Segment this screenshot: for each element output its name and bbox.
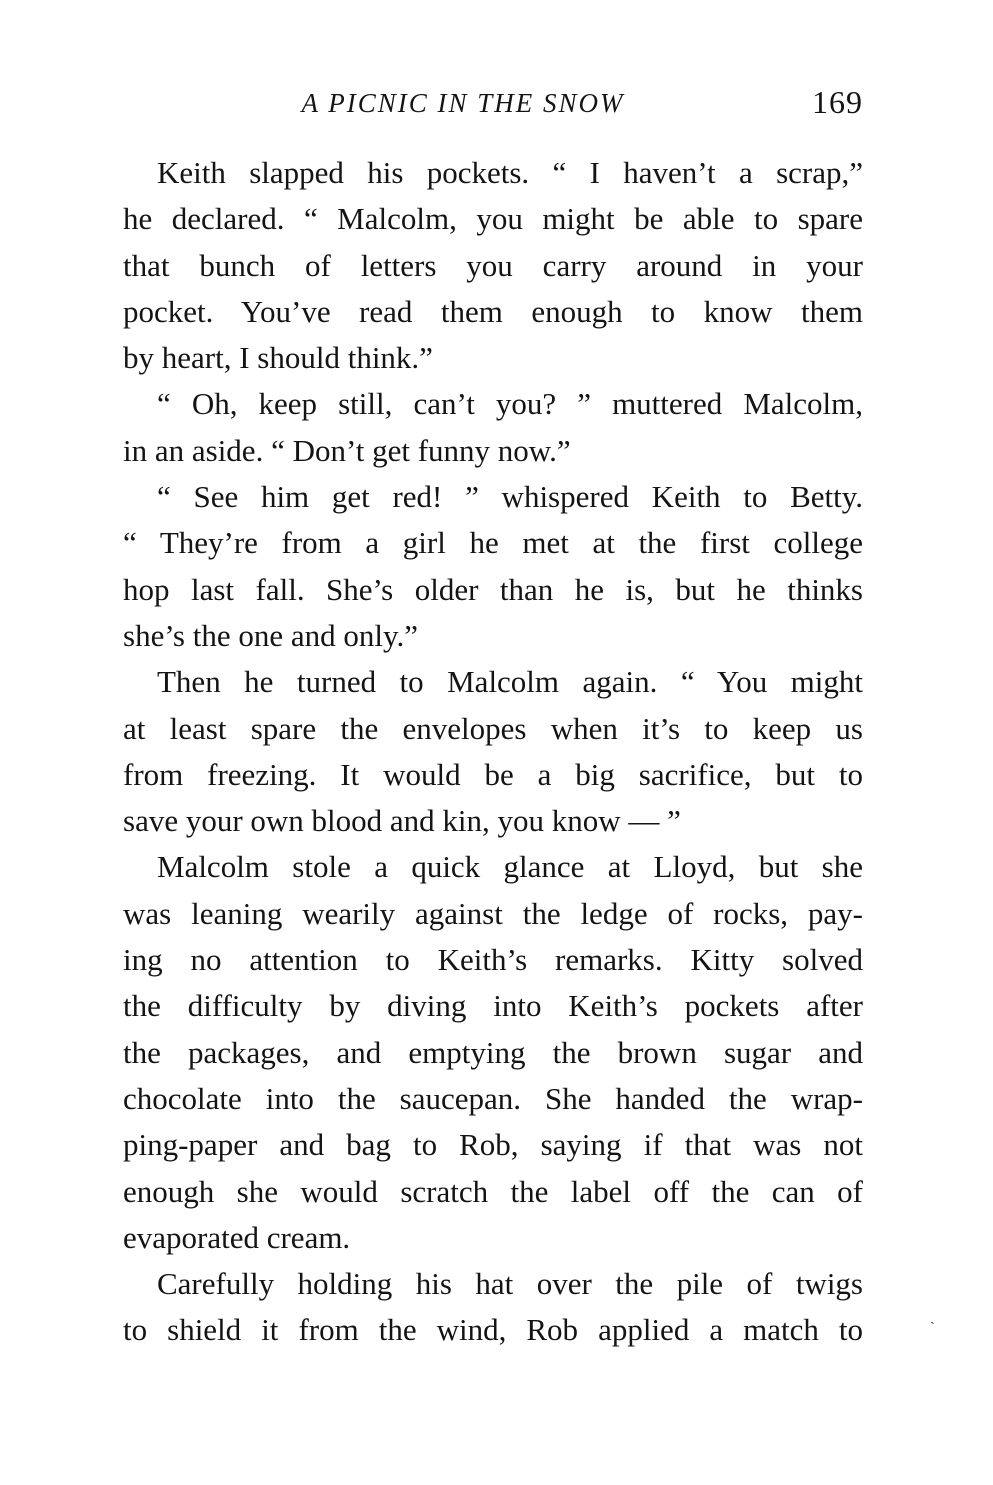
print-speck: ˏ [930, 1310, 935, 1325]
body-text [123, 150, 863, 1354]
text-line: “ Oh, keep still, can’t you? ” muttered Malcolm, [157, 386, 863, 422]
text-line: Then he turned to Malcolm again. “ You might [157, 664, 863, 700]
text-line: evaporated cream. [123, 1219, 351, 1255]
text-line: to shield it from the wind, Rob applied a match to [123, 1312, 863, 1348]
text-line: at least spare the envelopes when it’s to keep us [123, 710, 863, 746]
page-header [123, 84, 863, 128]
text-line: from freezing. It would be a big sacrifice, but to [123, 756, 863, 792]
page-number: 169 [812, 84, 863, 120]
text-line: ing no attention to Keith’s remarks. Kitty solved [123, 942, 863, 978]
text-line: she’s the one and only.” [123, 617, 418, 653]
text-line: hop last fall. She’s older than he is, but he thinks [123, 571, 863, 607]
text-line: pocket. You’ve read them enough to know them [123, 293, 863, 329]
text-line: enough she would scratch the label off the can of [123, 1173, 863, 1209]
text-line: ping-paper and bag to Rob, saying if that was not [123, 1127, 863, 1163]
text-line: the difficulty by diving into Keith’s pockets after [123, 988, 863, 1024]
text-line: in an aside. “ Don’t get funny now.” [123, 432, 571, 468]
text-line: by heart, I should think.” [123, 340, 433, 376]
text-line: the packages, and emptying the brown sugar and [123, 1034, 863, 1070]
text-line: save your own blood and kin, you know — ” [123, 803, 681, 839]
text-line: that bunch of letters you carry around in your [123, 247, 863, 283]
text-line: “ They’re from a girl he met at the first college [123, 525, 863, 561]
text-line: Malcolm stole a quick glance at Lloyd, but she [157, 849, 863, 885]
text-line: Carefully holding his hat over the pile of twigs [157, 1266, 863, 1302]
text-line: was leaning wearily against the ledge of rocks, pay- [123, 895, 863, 931]
text-line: he declared. “ Malcolm, you might be able to spare [123, 201, 863, 237]
text-line: “ See him get red! ” whispered Keith to Betty. [157, 479, 863, 515]
running-title: A PICNIC IN THE SNOW [301, 88, 625, 118]
text-line: Keith slapped his pockets. “ I haven’t a scrap,” [157, 155, 863, 190]
text-line: chocolate into the saucepan. She handed the wrap- [123, 1080, 863, 1116]
